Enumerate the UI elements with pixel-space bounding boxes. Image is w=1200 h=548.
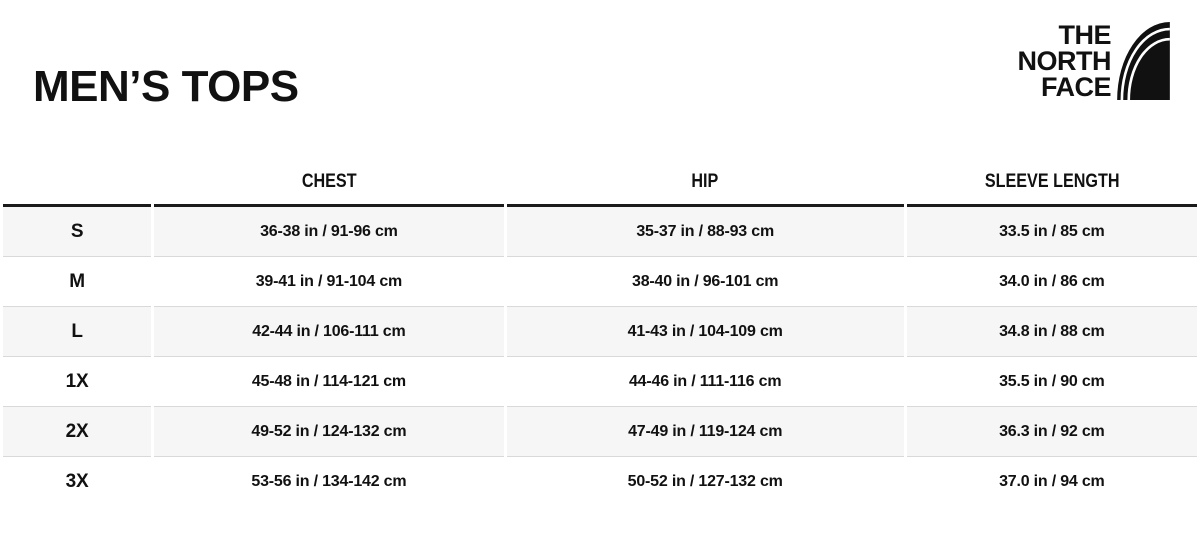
size-label: M: [3, 257, 151, 307]
table-row-3x: [3, 457, 1197, 507]
chest-value: 49-52 in / 124-132 cm: [154, 407, 504, 457]
logo-line-north: NORTH: [1017, 46, 1111, 76]
hip-value: 41-43 in / 104-109 cm: [507, 307, 904, 357]
hip-value: 35-37 in / 88-93 cm: [507, 207, 904, 257]
sleeve-value: 33.5 in / 85 cm: [907, 207, 1197, 257]
hip-value: 47-49 in / 119-124 cm: [507, 407, 904, 457]
hip-value: 50-52 in / 127-132 cm: [507, 457, 904, 507]
chest-value: 42-44 in / 106-111 cm: [154, 307, 504, 357]
table-row-2x: [3, 407, 1197, 457]
header-sleeve-length-label: SLEEVE LENGTH: [984, 170, 1120, 192]
sleeve-value: 36.3 in / 92 cm: [907, 407, 1197, 457]
hip-value: 44-46 in / 111-116 cm: [507, 357, 904, 407]
hip-value: 38-40 in / 96-101 cm: [507, 257, 904, 307]
size-label: L: [3, 307, 151, 357]
header-size-blank: [3, 163, 151, 207]
header-hip-label: HIP: [691, 170, 719, 192]
size-label: 1X: [3, 357, 151, 407]
size-label: 3X: [3, 457, 151, 507]
page-title: MEN’S TOPS: [33, 62, 299, 111]
size-label: S: [3, 207, 151, 257]
sleeve-value: 34.0 in / 86 cm: [907, 257, 1197, 307]
half-dome-icon: [1117, 22, 1170, 100]
chest-value: 45-48 in / 114-121 cm: [154, 357, 504, 407]
chest-value: 53-56 in / 134-142 cm: [154, 457, 504, 507]
sleeve-value: 37.0 in / 94 cm: [907, 457, 1197, 507]
size-table-header-row: [3, 163, 1197, 207]
table-row-m: [3, 257, 1197, 307]
sleeve-value: 34.8 in / 88 cm: [907, 307, 1197, 357]
sleeve-value: 35.5 in / 90 cm: [907, 357, 1197, 407]
size-table-container: [0, 163, 1200, 507]
table-row-s: [3, 207, 1197, 257]
size-table: [0, 163, 1200, 507]
logo-line-face: FACE: [1040, 72, 1111, 102]
header-sleeve-length: [907, 163, 1197, 207]
header-chest-label: CHEST: [301, 170, 357, 192]
north-face-logo: [1018, 22, 1171, 100]
header-chest: [154, 163, 504, 207]
logo-line-the: THE: [1058, 20, 1111, 50]
size-label: 2X: [3, 407, 151, 457]
chest-value: 36-38 in / 91-96 cm: [154, 207, 504, 257]
chest-value: 39-41 in / 91-104 cm: [154, 257, 504, 307]
table-row-l: [3, 307, 1197, 357]
header-hip: [507, 163, 904, 207]
table-row-1x: [3, 357, 1197, 407]
north-face-logo-wordmark: [1018, 22, 1112, 100]
